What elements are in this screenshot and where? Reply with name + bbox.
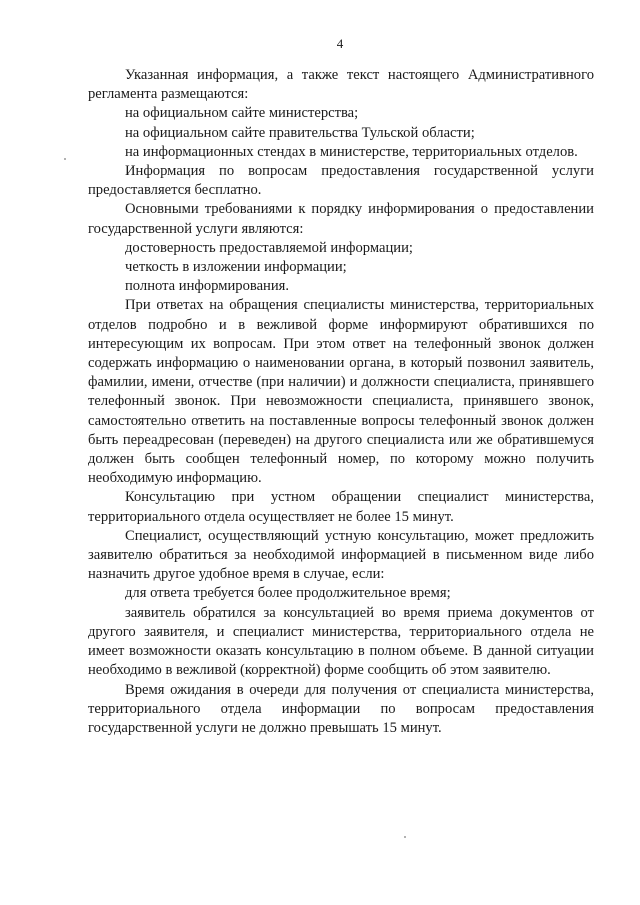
scan-speck bbox=[404, 836, 406, 838]
paragraph: Консультацию при устном обращении специалист министерства, территориального отдела осуществляет не более 15 минут. bbox=[88, 489, 594, 525]
scan-speck bbox=[64, 158, 66, 160]
paragraph: Информация по вопросам предоставления государственной услуги предоставляется бесплатно. bbox=[88, 163, 594, 199]
paragraph: полнота информирования. bbox=[125, 278, 290, 295]
paragraph: достоверность предоставляемой информации; bbox=[125, 239, 413, 256]
paragraph: Основными требованиями к порядку информирования о предоставлении государственной услуги являются: bbox=[88, 201, 594, 237]
page-number: 4 bbox=[336, 36, 344, 51]
paragraph: для ответа требуется более продолжительное время; bbox=[125, 585, 451, 602]
paragraph: четкость в изложении информации; bbox=[125, 259, 347, 276]
paragraph: заявитель обратился за консультацией во время приема документов от другого заявителя, и специалист министерства, территориального отдела не имеет возможности оказать консультацию в полном объеме. В данной ситуации необходимо в вежливой (корректной) форме сообщить об этом заявителю. bbox=[88, 604, 594, 679]
paragraph: на официальном сайте правительства Тульской области; bbox=[125, 124, 475, 141]
paragraph: на информационных стендах в министерстве, территориальных отделов. bbox=[125, 143, 578, 160]
paragraph: Специалист, осуществляющий устную консультацию, может предложить заявителю обратиться за необходимой информацией в письменном виде либо назначить другое удобное время в случае, если: bbox=[88, 527, 594, 583]
document-body bbox=[88, 66, 594, 738]
paragraph: на официальном сайте министерства; bbox=[125, 105, 359, 122]
paragraph: Время ожидания в очереди для получения от специалиста министерства, территориального отдела информации по вопросам предоставления государственной услуги не должно превышать 15 минут. bbox=[88, 681, 594, 736]
paragraph: При ответах на обращения специалисты министерства, территориальных отделов подробно и в вежливой форме информируют обратившихся по интересующим их вопросам. При этом ответ на телефонный звонок должен содержать информацию о наименовании органа, в который позвонил заявитель, фамилии, имени, отчестве (при наличии) и должности специалиста, принявшего телефонный звонок. При невозможности специалиста, принявшего звонок, самостоятельно ответить на поставленные вопросы телефонный звонок должен быть переадресован (переведен) на другого специалиста или же обратившемуся должен быть сообщен телефонный номер, по которому можно получить необходимую информацию. bbox=[88, 297, 594, 487]
paragraph: Указанная информация, а также текст настоящего Административного регламента размещаются: bbox=[88, 67, 594, 103]
